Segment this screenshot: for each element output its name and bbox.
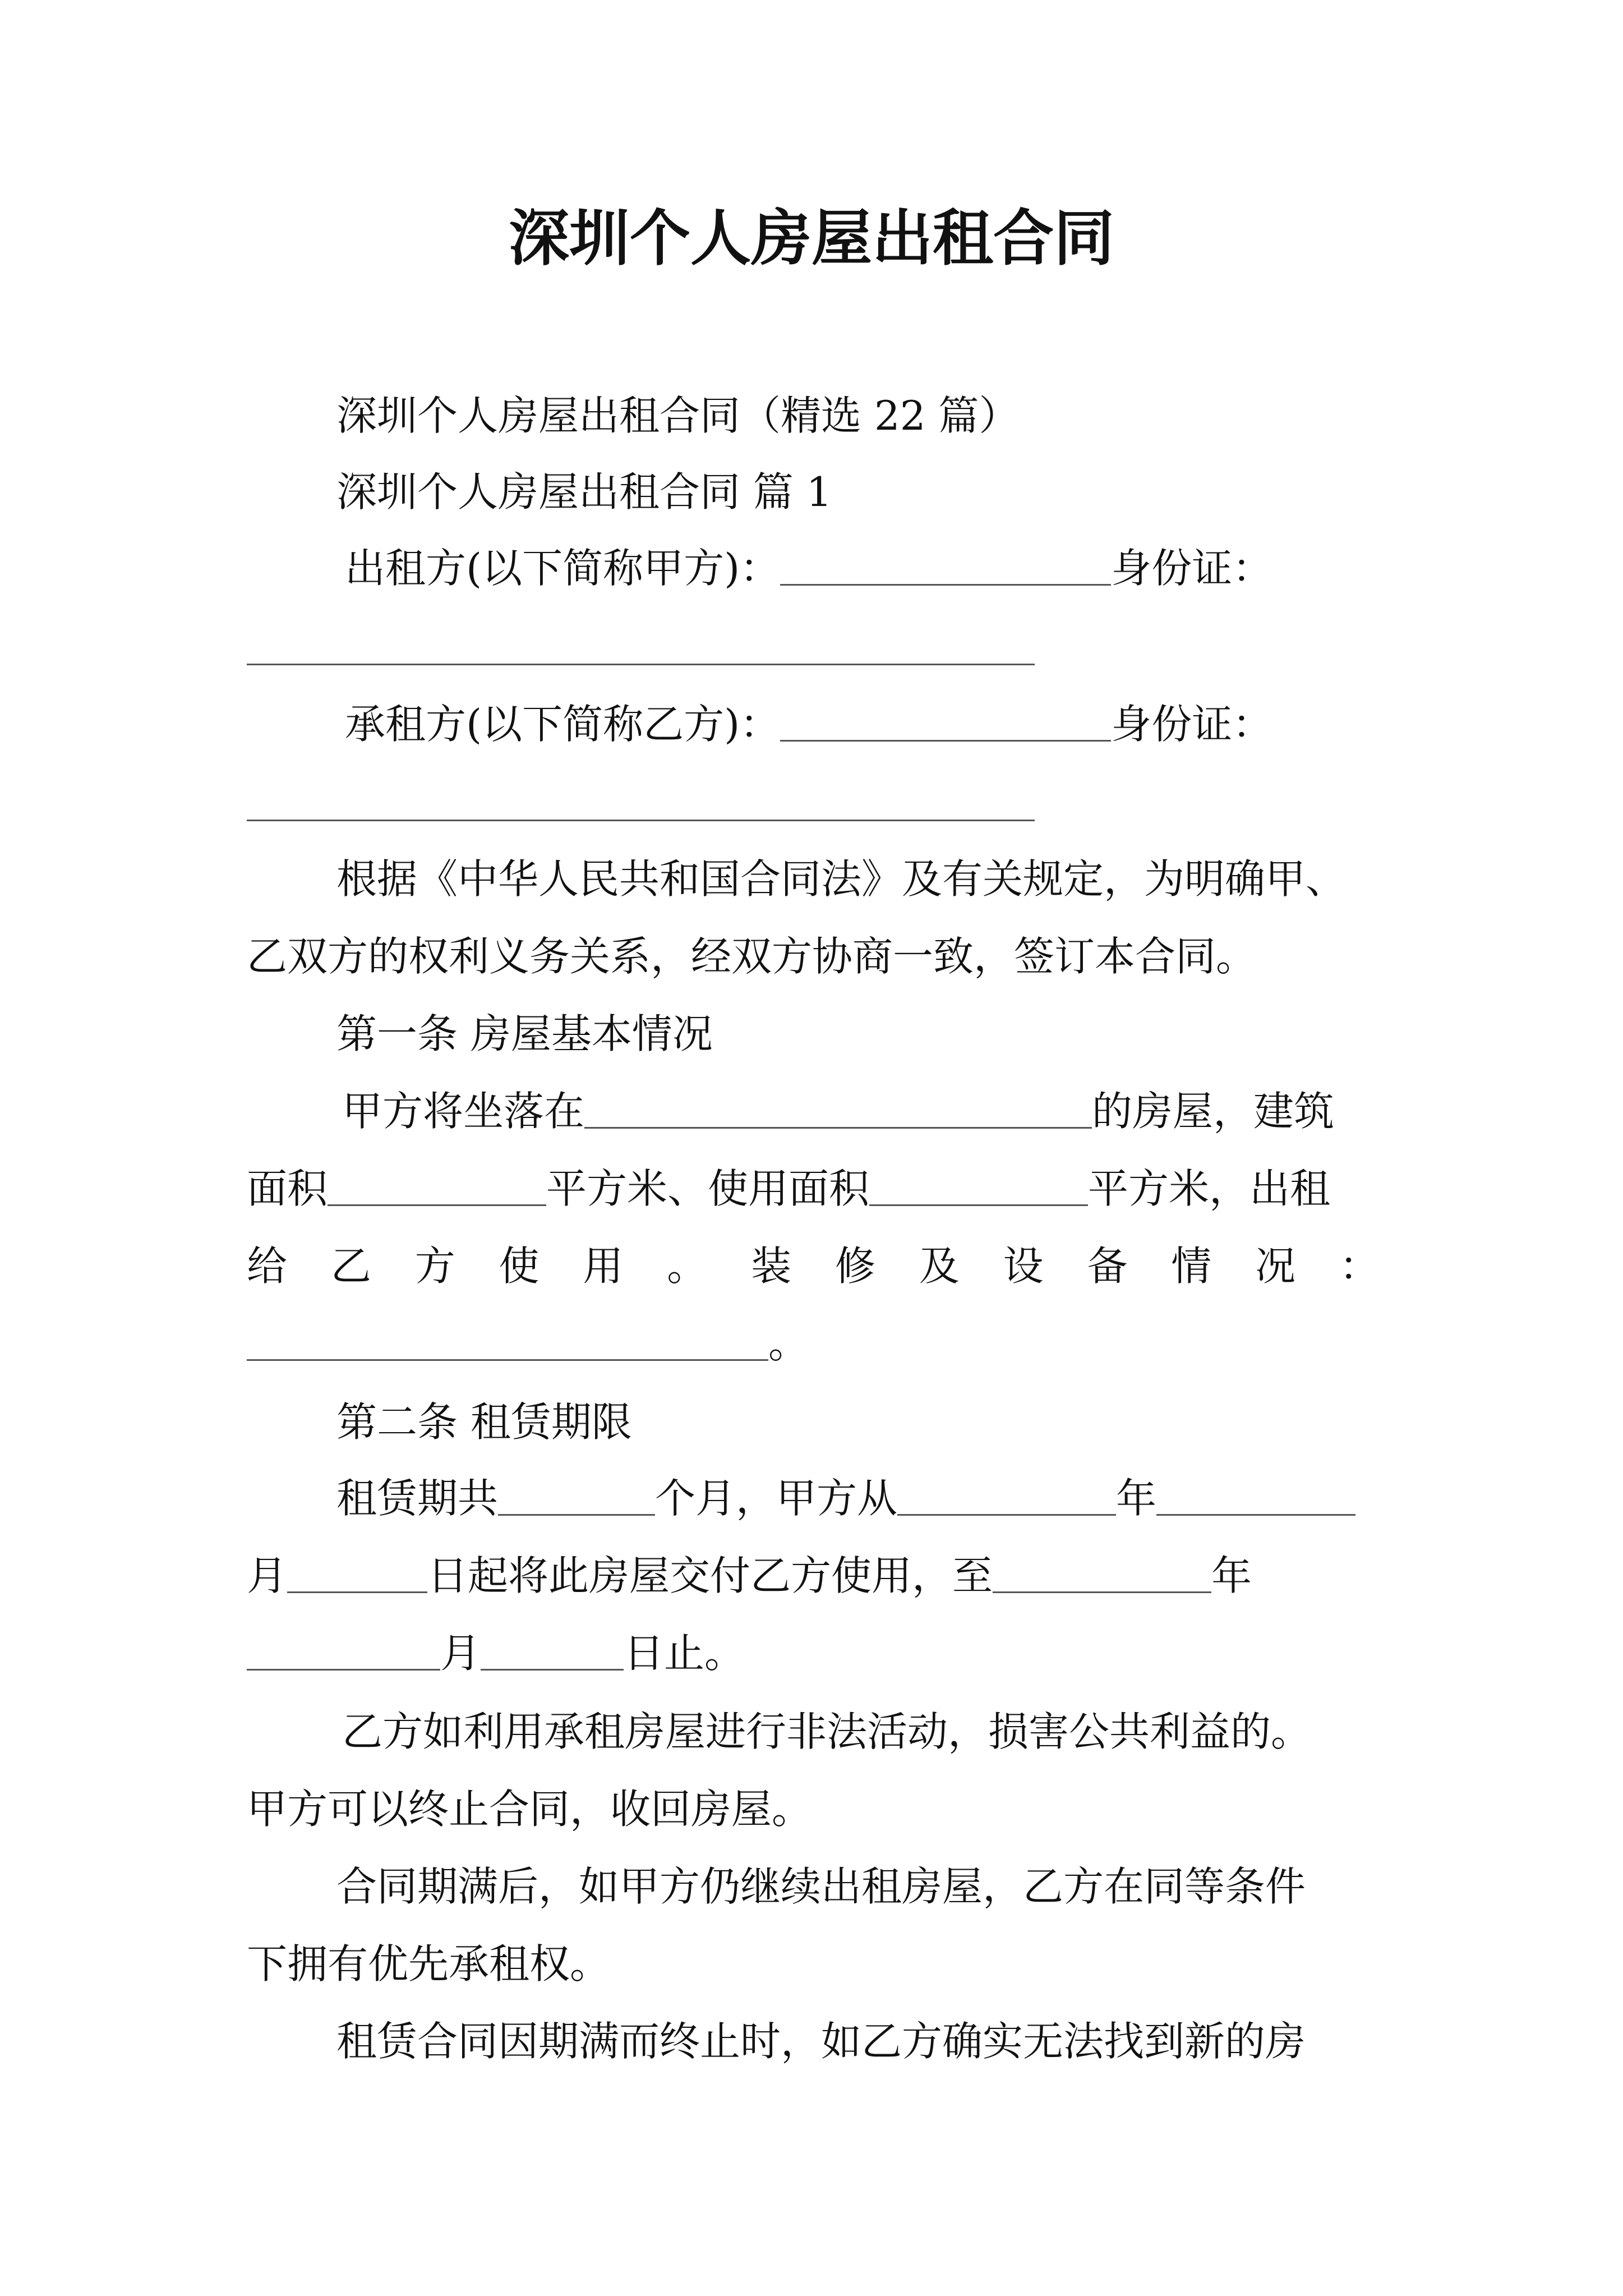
justified-char: 使 (499, 1243, 540, 1290)
text-segment: 月 (247, 1552, 288, 1599)
lessor-name-blank (780, 550, 1111, 586)
justified-char: ： (1339, 1243, 1380, 1290)
id-label-1: 身份证： (1111, 545, 1273, 592)
lessee-label: 承租方(以下简称乙方)： (345, 701, 781, 748)
months-blank (498, 1480, 655, 1516)
lessee-line (345, 699, 1272, 749)
justified-char: 及 (919, 1243, 960, 1290)
text-segment: 租赁期共 (336, 1475, 499, 1522)
illegal-use-line-1: 乙方如利用承租房屋进行非法活动，损害公共利益的。 (342, 1708, 1312, 1755)
id-label-2: 身份证： (1111, 701, 1273, 748)
fittings-blank (247, 1326, 768, 1361)
termination-line-1: 租赁合同因期满而终止时，如乙方确实无法找到新的房 (336, 2018, 1306, 2065)
intro-line-1: 根据《中华人民共和国合同法》及有关规定，为明确甲、 (336, 855, 1347, 903)
justified-char: 设 (1003, 1243, 1044, 1290)
lessor-line (345, 543, 1272, 593)
article-1-line-1 (342, 1086, 1334, 1137)
justified-char: 乙 (330, 1243, 371, 1290)
text-segment: 月 (440, 1630, 481, 1677)
end-day-blank (481, 1635, 624, 1671)
text-segment: 。 (768, 1320, 809, 1367)
lessor-label: 出租方(以下简称甲方)： (345, 545, 781, 592)
article-2-line-2 (247, 1550, 1252, 1601)
lessee-name-blank (780, 706, 1111, 742)
usable-area-blank (869, 1171, 1088, 1206)
lessee-id-blank (247, 820, 1035, 821)
justified-char: 备 (1087, 1243, 1128, 1290)
text-segment: 个月，甲方从 (655, 1475, 898, 1522)
start-month-blank (1156, 1480, 1355, 1516)
article-1-line-4 (247, 1318, 809, 1369)
end-month-blank (247, 1635, 440, 1671)
justified-char: 装 (751, 1243, 792, 1290)
article-2-line-3 (247, 1628, 745, 1678)
text-segment: 面积 (247, 1165, 328, 1212)
subtitle: 深圳个人房屋出租合同（精选 22 篇） (336, 392, 1020, 439)
text-segment: 日止。 (624, 1630, 745, 1677)
article-1-heading: 第一条 房屋基本情况 (336, 1010, 713, 1057)
start-day-blank (287, 1558, 427, 1593)
justified-char: 修 (834, 1243, 875, 1290)
justified-char: 。 (667, 1243, 708, 1290)
lessor-id-blank (247, 664, 1035, 665)
text-segment: 年 (1211, 1552, 1252, 1599)
renewal-line-2: 下拥有优先承租权。 (247, 1940, 611, 1987)
text-segment: 平方米，出租 (1088, 1165, 1331, 1212)
illegal-use-line-2: 甲方可以终止合同，收回房屋。 (247, 1786, 813, 1833)
article-2-line-1 (336, 1473, 1355, 1524)
justified-char: 给 (247, 1243, 288, 1290)
text-segment: 平方米、使用面积 (546, 1165, 870, 1212)
start-year-blank (897, 1480, 1116, 1516)
end-year-blank (993, 1558, 1211, 1593)
document-title: 深圳个人房屋出租合同 (508, 203, 1114, 274)
renewal-line-1: 合同期满后，如甲方仍继续出租房屋，乙方在同等条件 (336, 1863, 1306, 1910)
intro-line-2: 乙双方的权利义务关系，经双方协商一致，签订本合同。 (247, 933, 1257, 980)
article-2-heading: 第二条 租赁期限 (336, 1398, 632, 1446)
building-area-blank (328, 1171, 546, 1206)
justified-char: 情 (1171, 1243, 1212, 1290)
text-segment: 年 (1116, 1475, 1157, 1522)
justified-char: 方 (414, 1243, 455, 1290)
article-1-line-3 (247, 1241, 1380, 1291)
part-heading: 深圳个人房屋出租合同 篇 1 (336, 468, 832, 516)
justified-char: 用 (583, 1243, 624, 1290)
text-segment: 日起将此房屋交付乙方使用，至 (427, 1552, 993, 1599)
address-blank (584, 1093, 1092, 1129)
text-segment: 的房屋，建筑 (1092, 1088, 1335, 1135)
justified-char: 况 (1255, 1243, 1296, 1290)
article-1-line-2 (247, 1163, 1330, 1214)
text-segment: 甲方将坐落在 (342, 1088, 585, 1135)
